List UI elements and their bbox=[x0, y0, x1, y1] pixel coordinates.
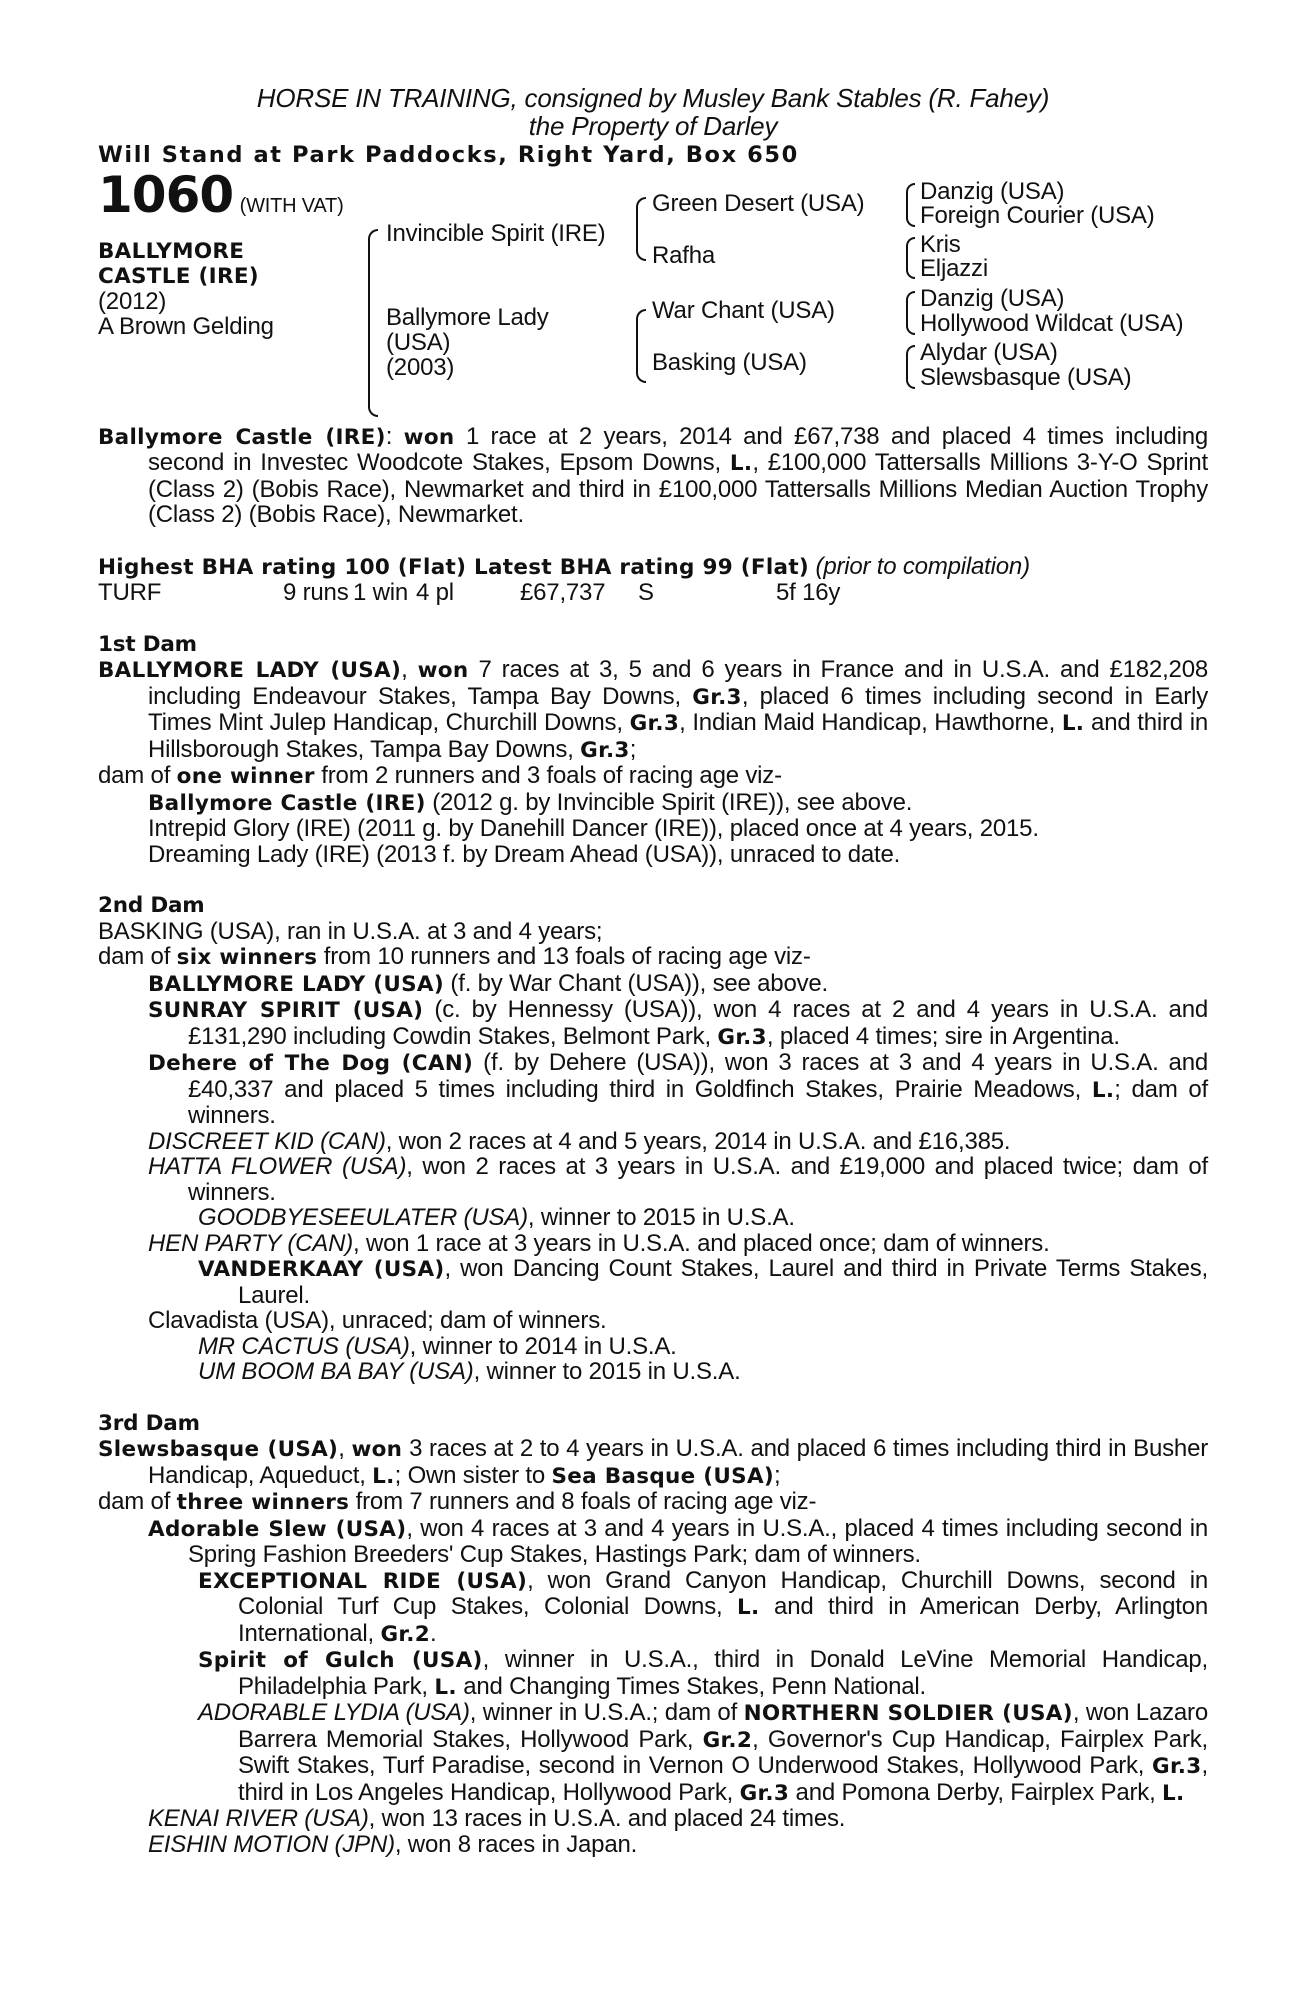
race-summary bbox=[98, 424, 1208, 528]
brace-dam-side bbox=[636, 309, 646, 383]
offspring-7a bbox=[98, 1334, 1208, 1360]
offspring-3 bbox=[98, 1050, 1208, 1129]
dam-dam-dam: Slewsbasque (USA) bbox=[920, 363, 1132, 391]
second-dam-produce-line bbox=[98, 944, 1208, 971]
third-dam-section bbox=[98, 1411, 1208, 1858]
offspring-6a-name: VANDERKAAY (USA) bbox=[198, 1257, 445, 1282]
horse-name-line2: CASTLE (IRE) bbox=[98, 263, 259, 289]
offspring-7b bbox=[98, 1359, 1208, 1385]
dam-name-line1: Ballymore Lady bbox=[386, 303, 549, 331]
offspring-3-listed: L. bbox=[1091, 1077, 1115, 1103]
descendant-a3-grade-2: Gr.3 bbox=[1152, 1754, 1202, 1779]
descendant-a3-text-3: , Governor's Cup Handicap, Fairplex Park, Swift Stakes, Turf Paradise, second in Vernon O Underwood Stakes, Hollywood Park, bbox=[238, 1725, 1209, 1779]
sire-dam: Rafha bbox=[652, 241, 716, 269]
descendant-a3-name: ADORABLE LYDIA (USA) bbox=[198, 1699, 470, 1726]
sire-sire: Green Desert (USA) bbox=[652, 189, 865, 217]
descendant-a3-text-4: , third in Los Angeles Handicap, Hollywood Park, bbox=[238, 1752, 1208, 1806]
record-runs: 9 runs bbox=[283, 579, 349, 606]
vat-note: (WITH VAT) bbox=[239, 194, 344, 217]
offspring-2-text-1: (c. by Hennessy (USA)), won 4 races at 2 and 4 years in U.S.A. and £131,290 including Cowdin Stakes, Belmont Park, bbox=[188, 996, 1208, 1050]
horse-description: A Brown Gelding bbox=[98, 312, 274, 340]
offspring-5-name: HATTA FLOWER (USA) bbox=[148, 1153, 407, 1180]
descendant-a3-text-5: and Pomona Derby, Fairplex Park, bbox=[789, 1778, 1163, 1806]
offspring-2-grade: Gr.3 bbox=[717, 1024, 767, 1050]
second-dam-heading: 2nd Dam bbox=[98, 893, 205, 918]
damof-a: dam of bbox=[98, 1488, 177, 1515]
summary-text-1: 1 race at 2 years, 2014 and £67,738 and placed 4 times including second in Investec Woodcote Stakes, Epsom Downs, bbox=[148, 422, 1208, 476]
summary-colon: : bbox=[385, 422, 393, 450]
brace-g3-2 bbox=[906, 237, 915, 279]
lot-number: 1060 bbox=[98, 165, 234, 224]
grade-2: Gr.3 bbox=[629, 711, 680, 736]
offspring-1 bbox=[98, 971, 1208, 998]
damof-c: from 10 runners and 13 foals of racing age viz- bbox=[317, 943, 811, 970]
offspring-7b-name: UM BOOM BA BAY (USA) bbox=[198, 1358, 474, 1385]
offspring-4-text: , won 2 races at 4 and 5 years, 2014 in U.S.A. and £16,385. bbox=[385, 1127, 1011, 1155]
first-dam-section bbox=[98, 632, 1208, 868]
third-dam-text-2: ; Own sister to bbox=[394, 1461, 552, 1489]
produce-1-text: (2012 g. by Invincible Spirit (IRE)), see above. bbox=[425, 788, 913, 816]
brace-gen1 bbox=[368, 229, 378, 417]
offspring-5a bbox=[98, 1205, 1208, 1231]
first-dam-text-3: , Indian Maid Handicap, Hawthorne, bbox=[679, 709, 1062, 736]
dam-sire: War Chant (USA) bbox=[652, 296, 835, 324]
grade-1: Gr.3 bbox=[692, 684, 742, 710]
offspring-2-text-2: , placed 4 times; sire in Argentina. bbox=[766, 1022, 1120, 1050]
second-dam-section bbox=[98, 893, 1208, 1385]
offspring-4 bbox=[98, 1129, 1208, 1155]
descendant-a2-text-2: and Changing Times Stakes, Penn National. bbox=[456, 1672, 927, 1700]
descendant-a bbox=[98, 1516, 1208, 1568]
property-line: the Property of Darley bbox=[528, 111, 778, 141]
pedigree-block bbox=[98, 165, 1208, 428]
first-dam-text-1: 7 races at 3, 5 and 6 years in France and in U.S.A. and £182,208 including Endeavour Stakes, Tampa Bay Downs, bbox=[148, 656, 1208, 710]
record-placings: 4 pl bbox=[416, 579, 454, 606]
sire-dam-dam: Eljazzi bbox=[920, 254, 988, 282]
brace-g3-1 bbox=[906, 183, 915, 227]
descendant-a3-text-2: , won Lazaro Barrera Memorial Stakes, Hollywood Park, bbox=[238, 1699, 1208, 1753]
descendant-b bbox=[98, 1806, 1208, 1832]
descendant-a2-name: Spirit of Gulch (USA) bbox=[198, 1648, 483, 1673]
descendant-a3-listed: L. bbox=[1162, 1780, 1185, 1806]
descendant-a2-text-1: , winner in U.S.A., third in Donald LeVine Memorial Handicap, Philadelphia Park, bbox=[238, 1646, 1208, 1700]
first-dam-text-4: and third in Hillsborough Stakes, Tampa Bay Downs, bbox=[148, 709, 1208, 763]
descendant-c bbox=[98, 1832, 1208, 1858]
sire-sire-sire: Danzig (USA) bbox=[920, 177, 1065, 205]
descendant-a1-listed: L. bbox=[737, 1595, 760, 1620]
offspring-3-text-2: ; dam of winners. bbox=[188, 1075, 1208, 1129]
descendant-a3-offspring: NORTHERN SOLDIER (USA) bbox=[743, 1701, 1073, 1726]
descendant-a3-text-1: , winner in U.S.A.; dam of bbox=[469, 1699, 744, 1726]
record-wins: 1 win bbox=[353, 579, 409, 606]
record-going: S bbox=[638, 579, 654, 606]
damof-c: from 2 runners and 3 foals of racing age viz- bbox=[314, 762, 782, 789]
offspring-6a bbox=[98, 1256, 1208, 1308]
first-dam-text-5: ; bbox=[629, 735, 637, 763]
summary-text-2: , £100,000 Tattersalls Millions 3-Y-O Sprint (Class 2) (Bobis Race), Newmarket and third in £100,000 Tattersalls Millions Median Auction Trophy (Class 2) (Bobis Race), Newmarket. bbox=[148, 449, 1208, 528]
produce-1-name: Ballymore Castle (IRE) bbox=[148, 790, 426, 816]
third-dam-won: won bbox=[351, 1437, 403, 1462]
damof-c: from 7 runners and 8 foals of racing age viz- bbox=[349, 1488, 817, 1515]
offspring-7a-text: , winner to 2014 in U.S.A. bbox=[409, 1332, 677, 1360]
consignor-line: HORSE IN TRAINING, consigned by Musley Bank Stables (R. Fahey) bbox=[256, 83, 1050, 113]
descendant-a1 bbox=[98, 1568, 1208, 1648]
summary-listed: L. bbox=[729, 451, 753, 476]
dam-dam: Basking (USA) bbox=[652, 348, 807, 376]
descendant-a1-text-1: , won Grand Canyon Handicap, Churchill Downs, second in Colonial Turf Cup Stakes, Colonial Downs, bbox=[238, 1566, 1209, 1620]
rating-line bbox=[98, 554, 1208, 581]
damof-b: three winners bbox=[176, 1490, 350, 1515]
offspring-4-name: DISCREET KID (CAN) bbox=[148, 1127, 386, 1155]
turf-record bbox=[98, 580, 1208, 606]
offspring-2-name: SUNRAY SPIRIT (USA) bbox=[148, 998, 424, 1023]
listed-1: L. bbox=[1061, 711, 1085, 736]
brace-g3-4 bbox=[906, 345, 915, 389]
first-dam-heading: 1st Dam bbox=[98, 631, 197, 657]
offspring-6-text: , won 1 race at 3 years in U.S.A. and placed once; dam of winners. bbox=[353, 1229, 1050, 1257]
descendant-a2 bbox=[98, 1647, 1208, 1700]
lot-number-line bbox=[98, 165, 344, 224]
record-earnings: £67,737 bbox=[520, 579, 606, 606]
descendant-c-name: EISHIN MOTION (JPN) bbox=[148, 1830, 395, 1858]
offspring-5a-name: GOODBYESEEULATER (USA) bbox=[198, 1204, 528, 1231]
descendant-a3-grade-3: Gr.3 bbox=[739, 1780, 790, 1806]
horse-name-line1: BALLYMORE bbox=[98, 238, 245, 264]
offspring-6-name: HEN PARTY (CAN) bbox=[148, 1229, 354, 1257]
offspring-7: Clavadista (USA), unraced; dam of winners. bbox=[148, 1307, 607, 1334]
damof-b: one winner bbox=[176, 764, 315, 789]
offspring-1-text: (f. by War Chant (USA)), see above. bbox=[443, 969, 829, 997]
third-dam-text-1: 3 races at 2 to 4 years in U.S.A. and placed 6 times including third in Busher Handicap, Aqueduct, bbox=[148, 1435, 1209, 1489]
record-surface: TURF bbox=[98, 579, 162, 606]
dam-sire-dam: Hollywood Wildcat (USA) bbox=[920, 309, 1184, 337]
offspring-3-text-1: (f. by Dehere (USA)), won 3 races at 3 and 4 years in U.S.A. and £40,337 and placed 5 times including third in Goldfinch Stakes, Prairie Meadows, bbox=[188, 1049, 1209, 1103]
descendant-a-text: , won 4 races at 3 and 4 years in U.S.A., placed 4 times including second in Spring Fashion Breeders' Cup Stakes, Hastings Park; dam of winners. bbox=[188, 1514, 1208, 1568]
third-dam-name: Slewsbasque (USA) bbox=[98, 1437, 339, 1462]
offspring-6a-text: , won Dancing Count Stakes, Laurel and third in Private Terms Stakes, Laurel. bbox=[238, 1255, 1209, 1309]
dam-dam-sire: Alydar (USA) bbox=[920, 338, 1058, 366]
third-dam-sister: Sea Basque (USA) bbox=[551, 1463, 775, 1489]
record-distance: 5f 16y bbox=[776, 579, 841, 606]
summary-horse-name: Ballymore Castle (IRE) bbox=[98, 424, 386, 450]
descendant-a1-name: EXCEPTIONAL RIDE (USA) bbox=[198, 1568, 528, 1594]
sire-name: Invincible Spirit (IRE) bbox=[386, 219, 606, 247]
produce-2: Intrepid Glory (IRE) (2011 g. by Danehill Dancer (IRE)), placed once at 4 years, 2015. bbox=[148, 815, 1039, 842]
grade-3: Gr.3 bbox=[580, 737, 630, 763]
produce-1 bbox=[98, 790, 1208, 817]
descendant-b-name: KENAI RIVER (USA) bbox=[148, 1805, 369, 1832]
descendant-a-name: Adorable Slew (USA) bbox=[148, 1516, 407, 1542]
third-dam-produce-line bbox=[98, 1489, 1208, 1516]
first-dam-record: BALLYMORE LADY (USA), won 7 races at 3, 5 and 6 years in France and in U.S.A. and £182,208 including Endeavour Stakes, Tampa Bay Downs, Gr.3, placed 6 times including second in Early Times Mint Julep Handicap, Churchill Downs, Gr.3, Indian Maid Handicap, Hawthorne, L. and third in Hillsborough Stakes, Tampa Bay Downs, Gr.3; bbox=[98, 656, 1208, 763]
rating-block bbox=[98, 554, 1208, 606]
sire-dam-sire: Kris bbox=[920, 230, 961, 258]
first-dam-won: won bbox=[417, 658, 469, 683]
descendant-a3-grade-1: Gr.2 bbox=[702, 1727, 753, 1753]
offspring-5a-text: , winner to 2015 in U.S.A. bbox=[527, 1204, 795, 1231]
stand-location: Will Stand at Park Paddocks, Right Yard, Box 650 bbox=[98, 142, 799, 168]
descendant-c-text: , won 8 races in Japan. bbox=[394, 1830, 638, 1858]
first-dam-name: BALLYMORE LADY (USA) bbox=[98, 658, 402, 683]
descendant-a2-listed: L. bbox=[434, 1674, 457, 1700]
descendant-a1-text-2: and third in American Derby, Arlington International, bbox=[238, 1593, 1209, 1647]
damof-a: dam of bbox=[98, 943, 177, 970]
rating-note: (prior to compilation) bbox=[815, 552, 1030, 580]
foaling-year: (2012) bbox=[98, 287, 167, 315]
first-dam-text-2: , placed 6 times including second in Early Times Mint Julep Handicap, Churchill Downs, bbox=[148, 682, 1208, 736]
third-dam-record: Slewsbasque (USA), won 3 races at 2 to 4 years in U.S.A. and placed 6 times including third in Busher Handicap, Aqueduct, L.; Own sister to Sea Basque (USA); bbox=[98, 1435, 1209, 1489]
offspring-5 bbox=[98, 1154, 1208, 1205]
dam-name-line3: (2003) bbox=[386, 353, 455, 381]
catalogue-page bbox=[98, 84, 1208, 1857]
dam-sire-sire: Danzig (USA) bbox=[920, 284, 1065, 312]
brace-g3-3 bbox=[906, 291, 915, 335]
rating-bold: Highest BHA rating 100 (Flat) Latest BHA rating 99 (Flat) bbox=[98, 554, 810, 580]
third-dam-listed: L. bbox=[372, 1463, 395, 1489]
first-dam-produce-line bbox=[98, 763, 1208, 790]
descendant-a1-text-3: . bbox=[429, 1619, 437, 1647]
offspring-2 bbox=[98, 997, 1208, 1050]
damof-a: dam of bbox=[98, 762, 177, 789]
third-dam-text-3: ; bbox=[774, 1461, 781, 1489]
third-dam-heading: 3rd Dam bbox=[98, 1410, 200, 1436]
offspring-5-text: , won 2 races at 3 years in U.S.A. and £19,000 and placed twice; dam of winners. bbox=[188, 1153, 1208, 1206]
second-dam-record: BASKING (USA), ran in U.S.A. at 3 and 4 years; bbox=[98, 917, 603, 945]
damof-b: six winners bbox=[176, 945, 318, 970]
descendant-b-text: , won 13 races in U.S.A. and placed 24 times. bbox=[368, 1805, 846, 1832]
offspring-3-name: Dehere of The Dog (CAN) bbox=[148, 1051, 474, 1076]
dam-name-line2: (USA) bbox=[386, 328, 451, 356]
brace-sire-side bbox=[636, 197, 646, 261]
produce-3: Dreaming Lady (IRE) (2013 f. by Dream Ahead (USA)), unraced to date. bbox=[148, 840, 901, 868]
offspring-7a-name: MR CACTUS (USA) bbox=[198, 1332, 410, 1360]
descendant-a1-grade: Gr.2 bbox=[380, 1621, 430, 1647]
offspring-6 bbox=[98, 1231, 1208, 1257]
offspring-1-name: BALLYMORE LADY (USA) bbox=[148, 971, 444, 997]
sire-sire-dam: Foreign Courier (USA) bbox=[920, 201, 1155, 229]
offspring-7b-text: , winner to 2015 in U.S.A. bbox=[473, 1358, 741, 1385]
summary-won: won bbox=[403, 424, 455, 450]
descendant-a3 bbox=[98, 1700, 1208, 1806]
